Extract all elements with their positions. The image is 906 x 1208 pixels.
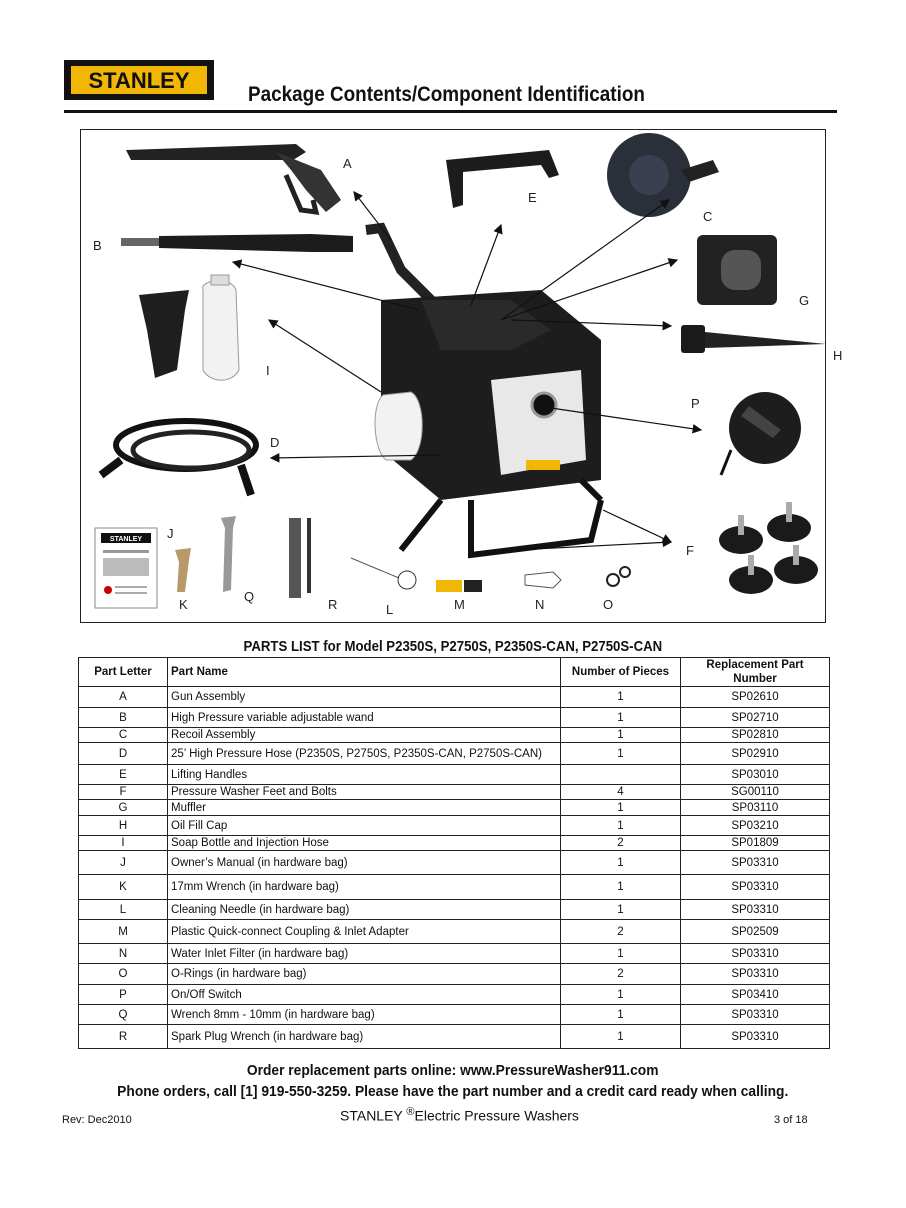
8-10mm-wrench-image: [221, 516, 236, 592]
callout-a: A: [343, 156, 352, 171]
table-row: [79, 964, 830, 985]
17mm-wrench-image: [175, 548, 191, 592]
o-rings-image: [607, 567, 630, 586]
cell-pieces: 1: [561, 687, 681, 708]
cell-name: Water Inlet Filter (in hardware bag): [168, 944, 561, 964]
callout-m: M: [454, 597, 465, 612]
cell-letter: P: [79, 985, 168, 1005]
component-illustration: [81, 130, 827, 624]
cell-part-number: SP03310: [681, 1025, 830, 1049]
owners-manual-image: [95, 528, 157, 608]
cell-name: Cleaning Needle (in hardware bag): [168, 900, 561, 920]
col-part-name: Part Name: [168, 658, 561, 687]
cell-part-number: SP03310: [681, 944, 830, 964]
cell-letter: R: [79, 1025, 168, 1049]
cell-part-number: SP02710: [681, 708, 830, 728]
cell-name: Owner’s Manual (in hardware bag): [168, 851, 561, 875]
table-row: [79, 985, 830, 1005]
table-row: [79, 816, 830, 836]
component-figure: [80, 129, 843, 623]
cell-letter: C: [79, 728, 168, 743]
cell-part-number: SG00110: [681, 785, 830, 800]
callout-c: C: [703, 209, 713, 224]
cell-pieces: 1: [561, 1025, 681, 1049]
cell-pieces: 1: [561, 800, 681, 816]
callout-e: E: [528, 190, 537, 205]
table-row: [79, 920, 830, 944]
gun-assembly-image: [126, 144, 341, 212]
coupling-image: [436, 580, 482, 592]
cell-letter: I: [79, 836, 168, 851]
cell-part-number: SP03310: [681, 875, 830, 900]
table-row: [79, 743, 830, 765]
order-phone-line: Phone orders, call [1] 919-550-3259. Please have the part number and a credit card ready when calling.: [117, 1083, 789, 1100]
cell-letter: M: [79, 920, 168, 944]
cell-pieces: 1: [561, 985, 681, 1005]
cell-name: Pressure Washer Feet and Bolts: [168, 785, 561, 800]
footer-brand: STANLEY: [340, 1107, 403, 1124]
page-title: Package Contents/Component Identification: [248, 83, 645, 106]
callout-j: J: [167, 526, 174, 541]
callout-o: O: [603, 597, 614, 612]
cell-name: Soap Bottle and Injection Hose: [168, 836, 561, 851]
cell-pieces: 1: [561, 875, 681, 900]
cleaning-needle-image: [351, 558, 416, 589]
table-row: [79, 900, 830, 920]
parts-list-title: PARTS LIST for Model P2350S, P2750S, P2350S-CAN, P2750S-CAN: [243, 638, 663, 655]
col-part-letter: Part Letter: [79, 658, 168, 687]
cell-name: 17mm Wrench (in hardware bag): [168, 875, 561, 900]
cell-pieces: 1: [561, 944, 681, 964]
table-row: [79, 1025, 830, 1049]
pressure-washer-unit-image: [366, 228, 601, 555]
footer-product: [340, 1106, 579, 1124]
svg-text:STANLEY: STANLEY: [109, 536, 143, 543]
cell-name: On/Off Switch: [168, 985, 561, 1005]
cell-letter: J: [79, 851, 168, 875]
table-row: [79, 687, 830, 708]
switch-knob-image: [721, 392, 801, 475]
cell-part-number: SP03410: [681, 985, 830, 1005]
cell-pieces: 2: [561, 964, 681, 985]
cell-part-number: SP02610: [681, 687, 830, 708]
cell-pieces: 2: [561, 920, 681, 944]
callout-i: I: [266, 363, 270, 378]
cell-letter: L: [79, 900, 168, 920]
cell-name: 25’ High Pressure Hose (P2350S, P2750S, P2350S-CAN, P2750S-CAN): [168, 743, 561, 765]
cell-name: High Pressure variable adjustable wand: [168, 708, 561, 728]
table-row: [79, 875, 830, 900]
cell-part-number: SP03310: [681, 900, 830, 920]
soap-bottle-image: [139, 275, 239, 380]
table-row: [79, 1005, 830, 1025]
cell-name: Oil Fill Cap: [168, 816, 561, 836]
registered-mark: ®: [406, 1106, 415, 1118]
cell-letter: D: [79, 743, 168, 765]
table-row: [79, 836, 830, 851]
cell-name: Spark Plug Wrench (in hardware bag): [168, 1025, 561, 1049]
wand-image: [121, 234, 353, 252]
logo-text: STANLEY: [88, 68, 190, 93]
col-replacement-part-number: Replacement Part Number: [681, 658, 830, 687]
cell-letter: O: [79, 964, 168, 985]
table-header-row: [79, 658, 830, 687]
footer-revision: Rev: Dec2010: [62, 1114, 132, 1126]
cell-part-number: SP03010: [681, 765, 830, 785]
cell-name: Muffler: [168, 800, 561, 816]
cell-letter: F: [79, 785, 168, 800]
title-rule: [64, 110, 837, 113]
cell-name: Wrench 8mm - 10mm (in hardware bag): [168, 1005, 561, 1025]
cell-pieces: 1: [561, 851, 681, 875]
callout-q: Q: [244, 589, 255, 604]
cell-part-number: SP02509: [681, 920, 830, 944]
footer-page-number: 3 of 18: [774, 1114, 808, 1126]
cell-part-number: SP02810: [681, 728, 830, 743]
callout-n: N: [535, 597, 545, 612]
table-row: [79, 708, 830, 728]
cell-pieces: 1: [561, 816, 681, 836]
oil-cap-image: [681, 325, 826, 353]
spark-plug-wrench-image: [289, 518, 311, 598]
cell-name: O-Rings (in hardware bag): [168, 964, 561, 985]
unit-badge: [526, 460, 560, 470]
callout-h: H: [833, 348, 843, 363]
cell-name: Recoil Assembly: [168, 728, 561, 743]
callout-k: K: [179, 597, 188, 612]
cell-name: Plastic Quick-connect Coupling & Inlet Adapter: [168, 920, 561, 944]
cell-letter: Q: [79, 1005, 168, 1025]
callout-g: G: [799, 293, 810, 308]
order-online-line: Order replacement parts online: www.PressureWasher911.com: [247, 1062, 659, 1079]
muffler-image: [697, 235, 777, 305]
callout-p: P: [691, 396, 700, 411]
cell-pieces: 4: [561, 785, 681, 800]
cell-pieces: 1: [561, 1005, 681, 1025]
callout-r: R: [328, 597, 338, 612]
callout-f: F: [686, 543, 694, 558]
cell-pieces: 1: [561, 743, 681, 765]
cell-letter: A: [79, 687, 168, 708]
cell-name: Lifting Handles: [168, 765, 561, 785]
hose-image: [101, 421, 256, 495]
parts-table: [78, 657, 830, 1049]
cell-name: Gun Assembly: [168, 687, 561, 708]
cell-part-number: SP03310: [681, 851, 830, 875]
cell-letter: H: [79, 816, 168, 836]
lifting-handle-image: [446, 150, 559, 208]
cell-letter: B: [79, 708, 168, 728]
callout-b: B: [93, 238, 102, 253]
cell-letter: N: [79, 944, 168, 964]
cell-pieces: 1: [561, 900, 681, 920]
table-row: [79, 851, 830, 875]
table-row: [79, 728, 830, 743]
cell-letter: G: [79, 800, 168, 816]
cell-pieces: 1: [561, 708, 681, 728]
cell-part-number: SP03110: [681, 800, 830, 816]
cell-letter: E: [79, 765, 168, 785]
feet-and-bolts-image: [719, 502, 818, 594]
footer-product-line: Electric Pressure Washers: [414, 1107, 579, 1124]
cell-letter: K: [79, 875, 168, 900]
water-filter-image: [525, 572, 561, 588]
col-number-of-pieces: Number of Pieces: [561, 658, 681, 687]
cell-part-number: SP03310: [681, 964, 830, 985]
callout-l: L: [386, 602, 394, 617]
cell-part-number: SP03310: [681, 1005, 830, 1025]
table-row: [79, 800, 830, 816]
stanley-logo: [64, 60, 214, 100]
callout-d: D: [270, 435, 280, 450]
cell-pieces: 1: [561, 728, 681, 743]
cell-pieces: 2: [561, 836, 681, 851]
cell-pieces: [561, 765, 681, 785]
cell-part-number: SP03210: [681, 816, 830, 836]
cell-part-number: SP01809: [681, 836, 830, 851]
table-row: [79, 785, 830, 800]
cell-part-number: SP02910: [681, 743, 830, 765]
table-row: [79, 765, 830, 785]
table-row: [79, 944, 830, 964]
